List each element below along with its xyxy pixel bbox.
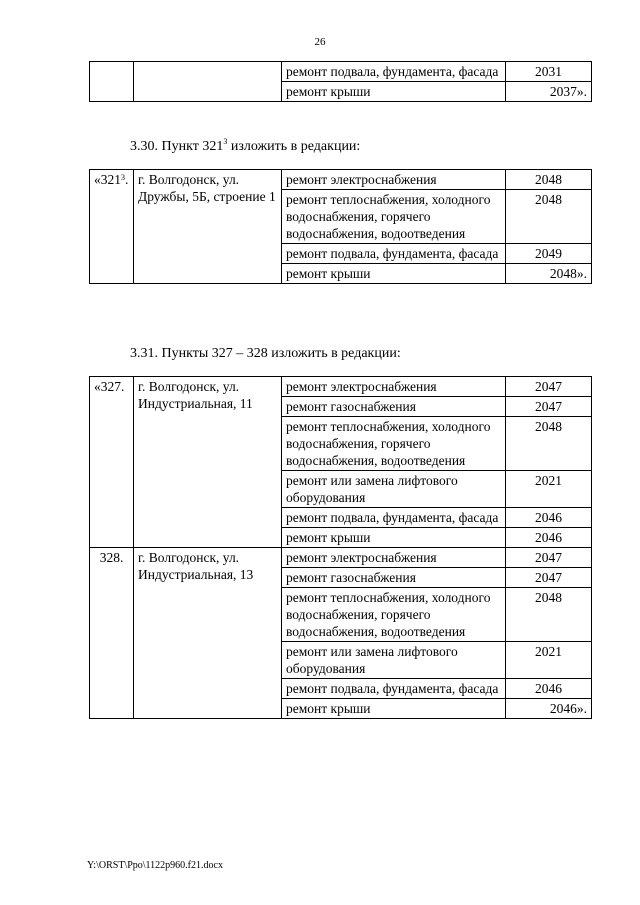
year-cell: 2021 (506, 471, 592, 508)
number-cell: «327. (90, 377, 134, 548)
table-row (90, 548, 592, 568)
section-heading-3-31: 3.31. Пункты 327 – 328 изложить в редакции: (130, 346, 401, 361)
work-cell: ремонт газоснабжения (282, 568, 506, 588)
section-heading-3-30: 3.30. Пункт $321^3$ изложить в редакции: (130, 137, 361, 154)
year-cell: 2046». (506, 699, 592, 719)
work-cell: ремонт подвала, фундамента, фасада (282, 244, 506, 264)
year-cell: 2046 (506, 528, 592, 548)
work-cell: ремонт крыши (282, 82, 506, 102)
table-continuation (89, 61, 592, 102)
address-cell (134, 62, 282, 102)
year-cell: 2048 (506, 190, 592, 244)
address-cell: г. Волгодонск, ул. Индустриальная, 11 (134, 377, 282, 548)
year-cell: 2047 (506, 397, 592, 417)
work-cell: ремонт теплоснабжения, холодного водоснабжения, горячего водоснабжения, водоотведения (282, 417, 506, 471)
year-cell: 2047 (506, 568, 592, 588)
work-cell: ремонт подвала, фундамента, фасада (282, 62, 506, 82)
address-cell: г. Волгодонск, ул. Дружбы, 5Б, строение 1 (134, 170, 282, 284)
year-cell: 2046 (506, 508, 592, 528)
year-cell: 2049 (506, 244, 592, 264)
work-cell: ремонт подвала, фундамента, фасада (282, 508, 506, 528)
work-cell: ремонт теплоснабжения, холодного водоснабжения, горячего водоснабжения, водоотведения (282, 588, 506, 642)
table-item-321-3 (89, 169, 592, 284)
work-cell: ремонт электроснабжения (282, 548, 506, 568)
year-cell: 2037». (506, 82, 592, 102)
work-cell: ремонт газоснабжения (282, 397, 506, 417)
work-cell: ремонт крыши (282, 264, 506, 284)
number-cell (90, 62, 134, 102)
year-cell: 2047 (506, 548, 592, 568)
work-cell: ремонт подвала, фундамента, фасада (282, 679, 506, 699)
year-cell: 2021 (506, 642, 592, 679)
year-cell: 2048». (506, 264, 592, 284)
year-cell: 2048 (506, 417, 592, 471)
address-cell: г. Волгодонск, ул. Индустриальная, 13 (134, 548, 282, 719)
work-cell: ремонт крыши (282, 699, 506, 719)
work-cell: ремонт или замена лифтового оборудования (282, 642, 506, 679)
year-cell: 2047 (506, 377, 592, 397)
work-cell: ремонт электроснабжения (282, 170, 506, 190)
year-cell: 2031 (506, 62, 592, 82)
work-cell: ремонт теплоснабжения, холодного водоснабжения, горячего водоснабжения, водоотведения (282, 190, 506, 244)
page-number: 26 (314, 36, 326, 48)
number-cell: «$321^3$. (90, 170, 134, 284)
year-cell: 2048 (506, 170, 592, 190)
work-cell: ремонт крыши (282, 528, 506, 548)
table-row (90, 377, 592, 397)
work-cell: ремонт электроснабжения (282, 377, 506, 397)
file-path-footer: Y:\ORST\Ppo\1122p960.f21.docx (87, 860, 223, 871)
work-cell: ремонт или замена лифтового оборудования (282, 471, 506, 508)
table-row (90, 170, 592, 190)
table-row (90, 62, 592, 82)
table-items-327-328 (89, 376, 592, 719)
year-cell: 2048 (506, 588, 592, 642)
number-cell: 328. (90, 548, 134, 719)
year-cell: 2046 (506, 679, 592, 699)
